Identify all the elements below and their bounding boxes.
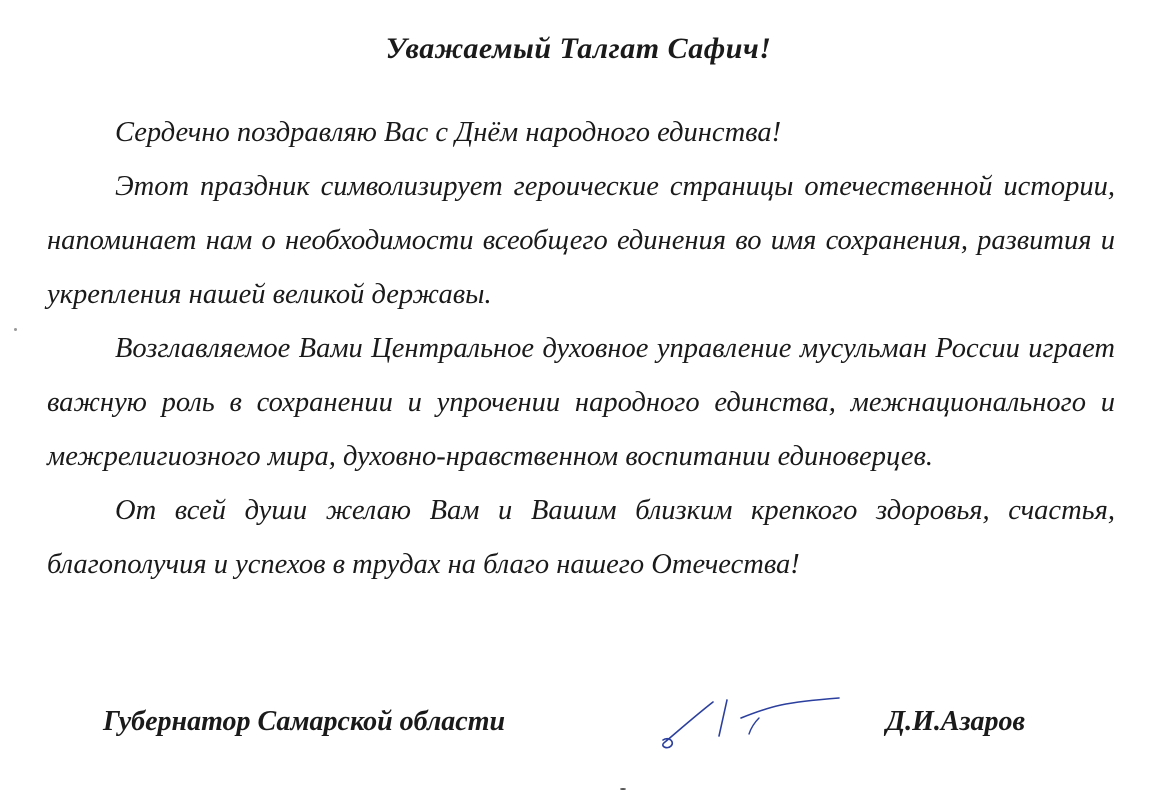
signatory-title: Губернатор Самарской области: [103, 706, 506, 737]
signature-block: [0, 700, 1157, 760]
scan-speck: [14, 328, 17, 331]
signatory-name: Д.И.Азаров: [886, 706, 1026, 737]
handwritten-signature: [655, 696, 855, 756]
paragraph-organization-role: Возглавляемое Вами Центральное духовное управление мусульман России играет важную роль в сохранении и упрочении народного единства, межнационального и межрелигиозного мира, духовно-нравственном воспитании единоверцев.: [47, 333, 1115, 472]
scan-speck: [620, 788, 626, 790]
letter-body: [47, 106, 1115, 592]
paragraph-holiday-meaning: Этот праздник символизирует героические страницы отечественной истории, напоминает нам о необходимости всеобщего единения во имя сохранения, развития и укрепления нашей великой державы.: [47, 171, 1115, 310]
salutation: Уважаемый Талгат Сафич!: [385, 32, 772, 65]
paragraph-greeting: Сердечно поздравляю Вас с Днём народного единства!: [115, 117, 782, 148]
paragraph-wishes: От всей души желаю Вам и Вашим близким крепкого здоровья, счастья, благополучия и успехов в трудах на благо нашего Отечества!: [47, 495, 1115, 580]
